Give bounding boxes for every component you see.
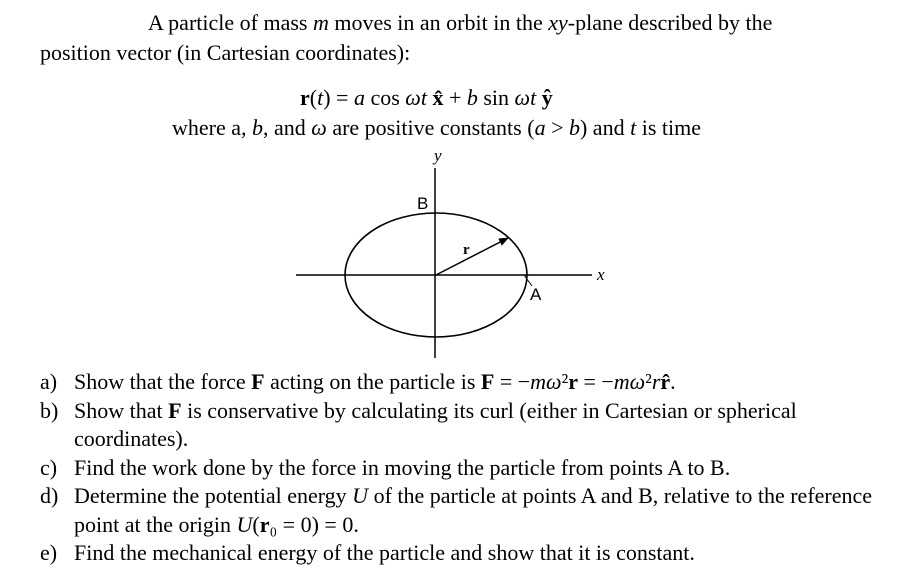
intro-line-2: position vector (in Cartesian coordinates): [40, 40, 411, 65]
question-text: Determine the potential energy U of the particle at points A and B, relative to the reference point at the origin U(r₀ = 0) = 0. [74, 483, 873, 537]
question-list [40, 368, 890, 568]
constants-description: where a, b, and ω are positive constants (a > b) and t is time [172, 115, 701, 140]
question-a [40, 368, 890, 397]
question-c [40, 454, 890, 483]
question-label: d) [40, 483, 59, 508]
position-vector-formula: r(t) = a cos ωt x̂ + b sin ωt ŷ [300, 85, 553, 110]
question-label: e) [40, 540, 58, 565]
question-label: c) [40, 454, 58, 480]
point-a-label: A [530, 285, 542, 304]
question-b [40, 397, 890, 454]
point-b-label: B [417, 194, 429, 213]
question-d [40, 482, 890, 539]
question-text: Find the mechanical energy of the particle and show that it is constant. [74, 540, 695, 565]
question-label: b) [40, 397, 59, 423]
question-text: Show that F is conservative by calculating its curl (either in Cartesian or spherical coordinates). [74, 397, 797, 451]
position-vector-arrow [436, 238, 508, 275]
question-label: a) [40, 369, 58, 394]
y-axis-label: y [434, 146, 442, 165]
intro-line-1: A particle of mass m moves in an orbit in the xy-plane described by the [148, 10, 773, 35]
vector-r-label: r [463, 242, 470, 258]
question-e [40, 539, 890, 568]
x-axis-label: x [597, 265, 605, 284]
question-text: Find the work done by the force in moving the particle from points A to B. [74, 454, 731, 480]
question-text: Show that the force F acting on the particle is F = −mω²r = −mω²rr̂. [74, 369, 676, 394]
